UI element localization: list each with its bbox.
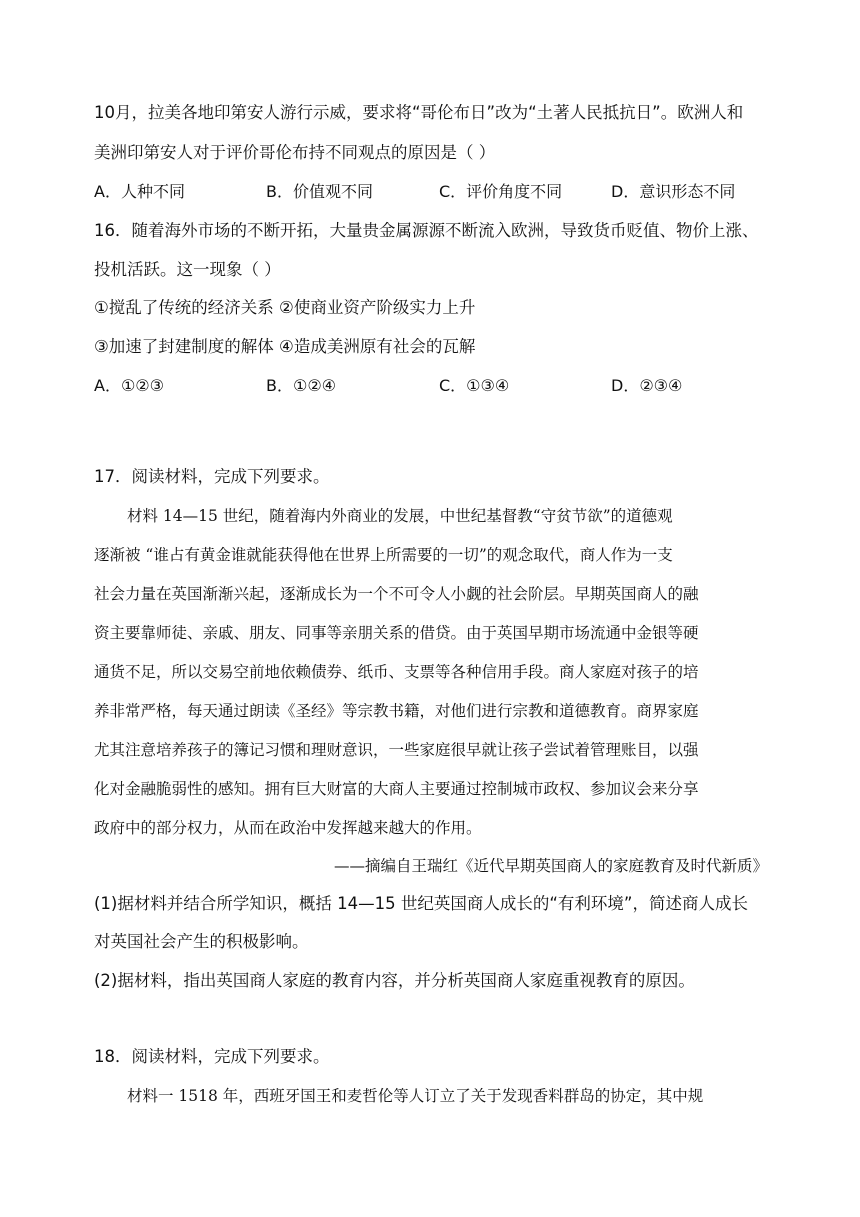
q15-stem-line-1: 10月，拉美各地印第安人游行示威，要求将“哥伦布日”改为“土著人民抵抗日”。欧洲人和 bbox=[94, 103, 744, 122]
q17-source-citation: ——摘编自王瑞红《近代早期英国商人的家庭教育及时代新质》 bbox=[333, 857, 768, 875]
q17-material-line-8: 化对金融脆弱性的感知。拥有巨大财富的大商人主要通过控制城市政权、参加议会来分享 bbox=[94, 780, 699, 798]
q17-material-line-6: 养非常严格，每天通过朗读《圣经》等宗教书籍，对他们进行宗教和道德教育。商界家庭 bbox=[94, 702, 699, 720]
q17-subquestion-1-line-2: 对英国社会产生的积极影响。 bbox=[94, 932, 309, 951]
q17-material-line-4: 资主要靠师徒、亲戚、朋友、同事等亲朋关系的借贷。由于英国早期市场流通中金银等硬 bbox=[94, 624, 699, 642]
q15-stem-line-2: 美洲印第安人对于评价哥伦布持不同观点的原因是（ ） bbox=[94, 143, 496, 162]
q16-statements-2: ③加速了封建制度的解体 ④造成美洲原有社会的瓦解 bbox=[94, 337, 476, 356]
q17-material-line-7: 尤其注意培养孩子的簿记习惯和理财意识，一些家庭很早就让孩子尝试着管理账目，以强 bbox=[94, 741, 699, 759]
q16-option-b[interactable]: B．①②④ bbox=[266, 376, 337, 395]
q17-material-line-2: 逐渐被 “谁占有黄金谁就能获得他在世界上所需要的一切”的观念取代，商人作为一支 bbox=[94, 546, 673, 564]
q15-option-a[interactable]: A．人种不同 bbox=[94, 182, 185, 201]
q15-option-c[interactable]: C．评价角度不同 bbox=[439, 182, 563, 201]
q15-option-b[interactable]: B．价值观不同 bbox=[266, 182, 373, 201]
q18-material-1-line-1: 材料一 1518 年，西班牙国王和麦哲伦等人订立了关于发现香料群岛的协定，其中规 bbox=[127, 1087, 704, 1105]
q17-material-line-5: 通货不足，所以交易空前地依赖债券、纸币、支票等各种信用手段。商人家庭对孩子的培 bbox=[94, 663, 699, 681]
q17-subquestion-2: (2)据材料，指出英国商人家庭的教育内容，并分析英国商人家庭重视教育的原因。 bbox=[94, 971, 695, 990]
q16-stem-line-1: 16．随着海外市场的不断开拓，大量贵金属源源不断流入欧洲，导致货币贬值、物价上涨、 bbox=[94, 221, 759, 240]
q18-heading: 18．阅读材料，完成下列要求。 bbox=[94, 1047, 330, 1066]
q16-statements-1: ①搅乱了传统的经济关系 ②使商业资产阶级实力上升 bbox=[94, 298, 476, 317]
q16-option-c[interactable]: C．①③④ bbox=[439, 376, 510, 395]
q17-subquestion-1-line-1: (1)据材料并结合所学知识，概括 14—15 世纪英国商人成长的“有利环境”，简述商人成长 bbox=[94, 894, 748, 913]
q16-option-d[interactable]: D．②③④ bbox=[611, 376, 683, 395]
q17-material-line-3: 社会力量在英国渐渐兴起，逐渐成长为一个不可令人小觑的社会阶层。早期英国商人的融 bbox=[94, 585, 699, 603]
q17-material-line-1: 材料 14—15 世纪，随着海内外商业的发展，中世纪基督教“守贫节欲”的道德观 bbox=[127, 507, 673, 525]
q15-option-d[interactable]: D．意识形态不同 bbox=[611, 182, 736, 201]
q16-option-a[interactable]: A．①②③ bbox=[94, 376, 164, 395]
q17-material-line-9: 政府中的部分权力，从而在政治中发挥越来越大的作用。 bbox=[94, 819, 482, 837]
q17-heading: 17．阅读材料，完成下列要求。 bbox=[94, 467, 330, 486]
q16-stem-line-2: 投机活跃。这一现象（ ） bbox=[94, 260, 281, 279]
